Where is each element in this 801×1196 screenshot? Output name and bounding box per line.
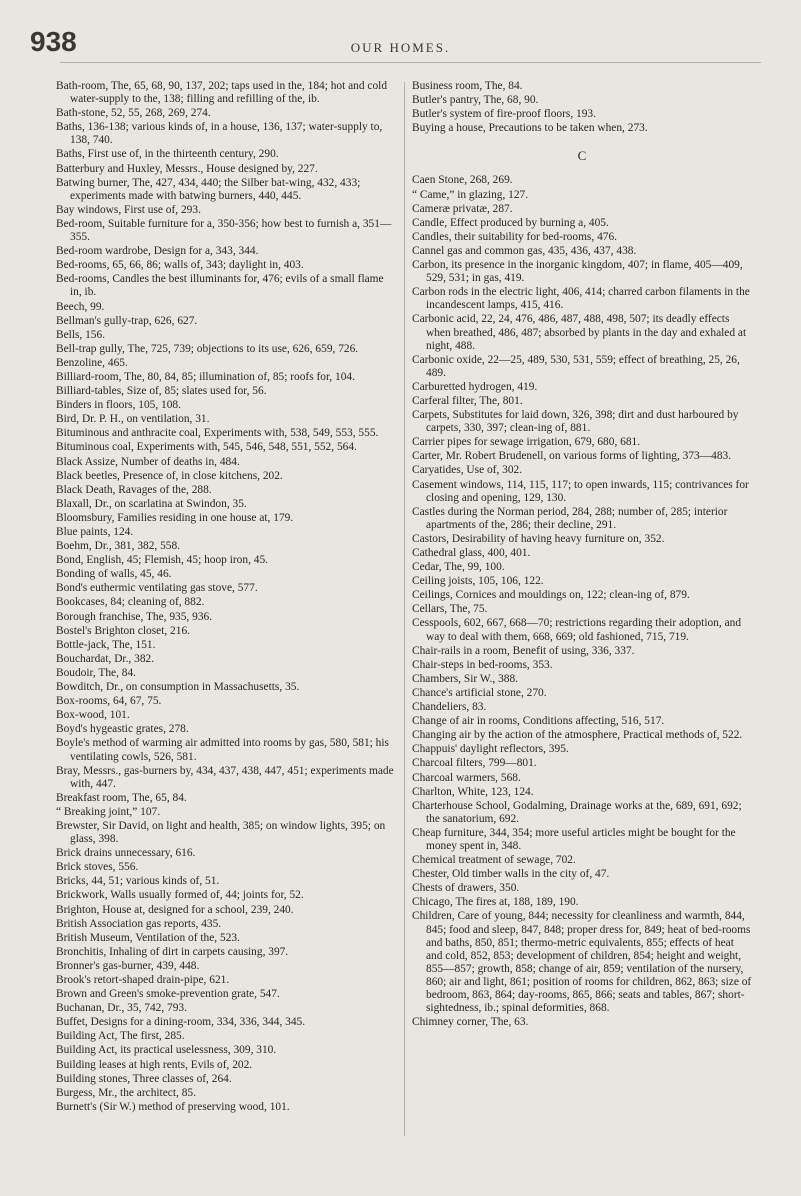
- index-entry: Burgess, Mr., the architect, 85.: [56, 1086, 196, 1099]
- index-entry: Bath-room, The, 65, 68, 90, 137, 202; taps used in the, 184; hot and cold water-supply to the, 138; filling and refilling of the, ib.: [56, 80, 388, 106]
- index-entry: Bloomsbury, Families residing in one house at, 179.: [56, 511, 294, 524]
- index-entry: “ Breaking joint,” 107.: [56, 805, 161, 818]
- index-entry: Chappuis' daylight reflectors, 395.: [412, 743, 569, 756]
- index-entry: Castles during the Norman period, 284, 288; number of, 285; interior apartments of the, 286; their decline, 291.: [412, 505, 728, 531]
- index-entry: Bricks, 44, 51; various kinds of, 51.: [56, 875, 220, 888]
- index-entry: Bed-room, Suitable furniture for a, 350-356; how best to furnish a, 351—355.: [56, 217, 392, 244]
- index-entry: Bay windows, First use of, 293.: [56, 203, 201, 216]
- index-entry: Brewster, Sir David, on light and health, 385; on window lights, 395; on glass, 398.: [56, 819, 386, 846]
- index-entry: Ceiling joists, 105, 106, 122.: [412, 575, 544, 588]
- index-entry: Breakfast room, The, 65, 84.: [56, 791, 187, 804]
- index-entry: Bottle-jack, The, 151.: [56, 638, 156, 651]
- index-entry: Bronner's gas-burner, 439, 448.: [56, 959, 200, 972]
- index-entry: Cesspools, 602, 667, 668—70; restrictions regarding their adoption, and way to deal with them, 668, 669; old fashioned, 715, 719.: [412, 617, 742, 643]
- index-entry: Butler's pantry, The, 68, 90.: [412, 94, 539, 107]
- index-entry: Carburetted hydrogen, 419.: [412, 380, 538, 393]
- index-entry: Boyd's hygeastic grates, 278.: [56, 723, 189, 736]
- index-entry: Batterbury and Huxley, Messrs., House designed by, 227.: [56, 162, 318, 175]
- index-entry: Change of air in rooms, Conditions affecting, 516, 517.: [412, 715, 665, 728]
- index-entry: Building stones, Three classes of, 264.: [56, 1072, 232, 1085]
- index-entry: Brick drains unnecessary, 616.: [56, 847, 196, 860]
- index-entry: Baths, First use of, in the thirteenth century, 290.: [56, 148, 279, 161]
- index-entry: Cameræ privatæ, 287.: [412, 202, 513, 215]
- index-entry: Bed-room wardrobe, Design for a, 343, 344.: [56, 245, 259, 258]
- index-entry: Beech, 99.: [56, 300, 105, 313]
- index-entry: Chimney corner, The, 63.: [412, 1016, 529, 1029]
- index-entry: Bowditch, Dr., on consumption in Massachusetts, 35.: [56, 681, 300, 694]
- index-entry: Chests of drawers, 350.: [412, 882, 520, 895]
- index-entry: Caen Stone, 268, 269.: [412, 174, 513, 187]
- index-entry: Chambers, Sir W., 388.: [412, 672, 518, 685]
- index-entry: Box-wood, 101.: [56, 709, 130, 722]
- index-entry: Burnett's (Sir W.) method of preserving wood, 101.: [56, 1100, 290, 1113]
- index-entry: Carbonic oxide, 22—25, 489, 530, 531, 559; effect of breathing, 25, 26, 489.: [412, 353, 740, 379]
- index-entry: Building leases at high rents, Evils of, 202.: [56, 1058, 253, 1071]
- index-entry: Black Assize, Number of deaths in, 484.: [56, 455, 240, 468]
- index-entry: Bird, Dr. P. H., on ventilation, 31.: [56, 413, 210, 426]
- index-entry: Bed-rooms, 65, 66, 86; walls of, 343; daylight in, 403.: [56, 259, 304, 272]
- index-entry: Butler's system of fire-proof floors, 193.: [412, 108, 596, 121]
- index-entry: Bell-trap gully, The, 725, 739; objections to its use, 626, 659, 726.: [56, 342, 359, 355]
- index-entry: Box-rooms, 64, 67, 75.: [56, 695, 162, 708]
- index-entry: Charterhouse School, Godalming, Drainage works at the, 689, 691, 692; the sanatorium, 692.: [412, 799, 742, 825]
- index-entry: Cathedral glass, 400, 401.: [412, 547, 531, 559]
- index-column-right: [412, 80, 752, 1030]
- index-entry: Bray, Messrs., gas-burners by, 434, 437, 438, 447, 451; experiments made with, 447.: [56, 764, 394, 790]
- index-entry: Borough franchise, The, 935, 936.: [56, 610, 213, 623]
- index-entry: Bells, 156.: [56, 328, 106, 341]
- index-entry: Carbon, its presence in the inorganic kingdom, 407; in flame, 405—409, 529, 531; in gas, 419.: [412, 259, 743, 285]
- index-entry: Business room, The, 84.: [412, 80, 523, 92]
- index-entry: Boehm, Dr., 381, 382, 558.: [56, 540, 181, 553]
- index-entry: Bituminous coal, Experiments with, 545, 546, 548, 551, 552, 564.: [56, 441, 357, 454]
- index-entry: Brick stoves, 556.: [56, 861, 139, 874]
- index-entry: Chance's artificial stone, 270.: [412, 686, 547, 699]
- index-entry: Carferal filter, The, 801.: [412, 394, 523, 407]
- page-number: 938: [30, 26, 77, 57]
- index-entry: Charlton, White, 123, 124.: [412, 785, 534, 798]
- index-entry: Bookcases, 84; cleaning of, 882.: [56, 596, 205, 609]
- index-entry: Blue paints, 124.: [56, 526, 134, 538]
- index-entry: Carpets, Substitutes for laid down, 326, 398; dirt and dust harboured by carpets, 330, 397; clean-ing of, 881.: [412, 409, 739, 435]
- index-entry: Brook's retort-shaped drain-pipe, 621.: [56, 974, 230, 986]
- section-letter: C: [577, 148, 587, 164]
- index-entry: Billiard-tables, Size of, 85; slates used for, 56.: [56, 385, 267, 398]
- index-entry: Cedar, The, 99, 100.: [412, 561, 505, 574]
- index-entry: Carbonic acid, 22, 24, 476, 486, 487, 488, 498, 507; its deadly effects when breathed, 486, 487; absorbed by plants in the day and exhaled at night, 488.: [412, 313, 747, 352]
- index-entry: Carter, Mr. Robert Brudenell, on various forms of lighting, 373—483.: [412, 450, 732, 463]
- index-entry: Brown and Green's smoke-prevention grate, 547.: [56, 988, 280, 1001]
- index-entry: Chair-rails in a room, Benefit of using, 336, 337.: [412, 644, 635, 657]
- index-entry: Bath-stone, 52, 55, 268, 269, 274.: [56, 107, 211, 120]
- index-entry: Bellman's gully-trap, 626, 627.: [56, 314, 198, 327]
- running-head: OUR HOMES.: [350, 40, 451, 55]
- index-entry: Cheap furniture, 344, 354; more useful articles might be bought for the money spent in, 348.: [412, 826, 736, 852]
- index-entry: Baths, 136-138; various kinds of, in a house, 136, 137; water-supply to, 138, 740.: [56, 121, 383, 147]
- index-entry: Carbon rods in the electric light, 406, 414; charred carbon filaments in the incandescent lamps, 415, 416.: [412, 286, 750, 312]
- index-entry: Chandeliers, 83.: [412, 701, 487, 714]
- index-entry: Charcoal warmers, 568.: [412, 771, 521, 784]
- index-entry: Changing air by the action of the atmosphere, Practical methods of, 522.: [412, 729, 743, 742]
- index-entry: Batwing burner, The, 427, 434, 440; the Silber bat-wing, 432, 433; experiments made with batwing burners, 440, 445.: [56, 176, 361, 202]
- index-entry: Charcoal filters, 799—801.: [412, 757, 537, 770]
- index-entry: Bronchitis, Inhaling of dirt in carpets causing, 397.: [56, 945, 289, 958]
- index-entry: Black beetles, Presence of, in close kitchens, 202.: [56, 469, 283, 482]
- index-entry: Carrier pipes for sewage irrigation, 679, 680, 681.: [412, 436, 641, 449]
- index-entry: Building Act, its practical uselessness, 309, 310.: [56, 1044, 277, 1057]
- index-entry: Brickwork, Walls usually formed of, 44; joints for, 52.: [56, 889, 304, 902]
- index-entry: Bed-rooms, Candles the best illuminants for, 476; evils of a small flame in, ib.: [56, 273, 384, 299]
- index-entry: Candles, their suitability for bed-rooms, 476.: [412, 230, 617, 243]
- index-entry: Bond, English, 45; Flemish, 45; hoop iron, 45.: [56, 554, 269, 567]
- index-entry: Billiard-room, The, 80, 84, 85; illumination of, 85; roofs for, 104.: [56, 370, 355, 383]
- index-entry: Chemical treatment of sewage, 702.: [412, 854, 576, 867]
- index-entry: Blaxall, Dr., on scarlatina at Swindon, 35.: [56, 497, 247, 510]
- index-entry: Boudoir, The, 84.: [56, 666, 137, 679]
- index-entry: Children, Care of young, 844; necessity for cleanliness and warmth, 844, 845; food and sleep, 847, 848; proper dress for, 849; heat of bed-rooms and baths, 850, 851; thermo-metric equivalents, 855; effects of heat and cold, 852, 853; development of children, 854; height and weight, 855—857; growth, 858; change of air, 859; ventilation of the nursery, 860; air and light, 861; position of rooms for children, 862, 863; size of bedroom, 863, 864; day-rooms, 865, 866; seats and tables, 867; short-sightedness, ib.; spinal deformities, 868.: [412, 910, 752, 1015]
- index-entry: Brighton, House at, designed for a school, 239, 240.: [56, 903, 294, 916]
- index-entry: Black Death, Ravages of the, 288.: [56, 483, 212, 496]
- index-entry: Boyle's method of warming air admitted into rooms by gas, 580, 581; his ventilating cowls, 526, 581.: [56, 737, 389, 763]
- index-entry: Cellars, The, 75.: [412, 603, 488, 616]
- header-rule: [60, 62, 761, 63]
- index-entry: Bonding of walls, 45, 46.: [56, 568, 172, 581]
- index-entry: Buffet, Designs for a dining-room, 334, 336, 344, 345.: [56, 1016, 306, 1029]
- index-entry: Chester, Old timber walls in the city of, 47.: [412, 868, 610, 881]
- index-entry: Castors, Desirability of having heavy furniture on, 352.: [412, 532, 665, 545]
- index-entry: British Museum, Ventilation of the, 523.: [56, 931, 240, 944]
- index-entry: British Association gas reports, 435.: [56, 917, 222, 930]
- index-entry: Binders in floors, 105, 108.: [56, 399, 181, 412]
- index-entry: Cannel gas and common gas, 435, 436, 437, 438.: [412, 244, 637, 257]
- index-entry: Buchanan, Dr., 35, 742, 793.: [56, 1002, 187, 1015]
- index-entry: Benzoline, 465.: [56, 356, 128, 369]
- index-column-left: [56, 80, 396, 1115]
- index-entry: Bouchardat, Dr., 382.: [56, 652, 155, 665]
- index-entry: Ceilings, Cornices and mouldings on, 122; clean-ing of, 879.: [412, 589, 690, 602]
- index-entry: Casement windows, 114, 115, 117; to open inwards, 115; contrivances for closing and opening, 129, 130.: [412, 478, 749, 504]
- index-entry: Bond's euthermic ventilating gas stove, 577.: [56, 582, 258, 595]
- index-entry: Buying a house, Precautions to be taken when, 273.: [412, 122, 648, 135]
- index-entry: Building Act, The first, 285.: [56, 1030, 185, 1043]
- column-divider: [404, 82, 405, 1136]
- index-entry: Caryatides, Use of, 302.: [412, 464, 523, 477]
- index-entry: Candle, Effect produced by burning a, 405.: [412, 216, 609, 229]
- index-entry: Chair-steps in bed-rooms, 353.: [412, 658, 553, 671]
- index-entry: “ Came,” in glazing, 127.: [412, 188, 529, 201]
- index-entry: Bituminous and anthracite coal, Experiments with, 538, 549, 553, 555.: [56, 427, 379, 440]
- index-entry: Bostel's Brighton closet, 216.: [56, 624, 190, 637]
- index-entry: Chicago, The fires at, 188, 189, 190.: [412, 896, 579, 909]
